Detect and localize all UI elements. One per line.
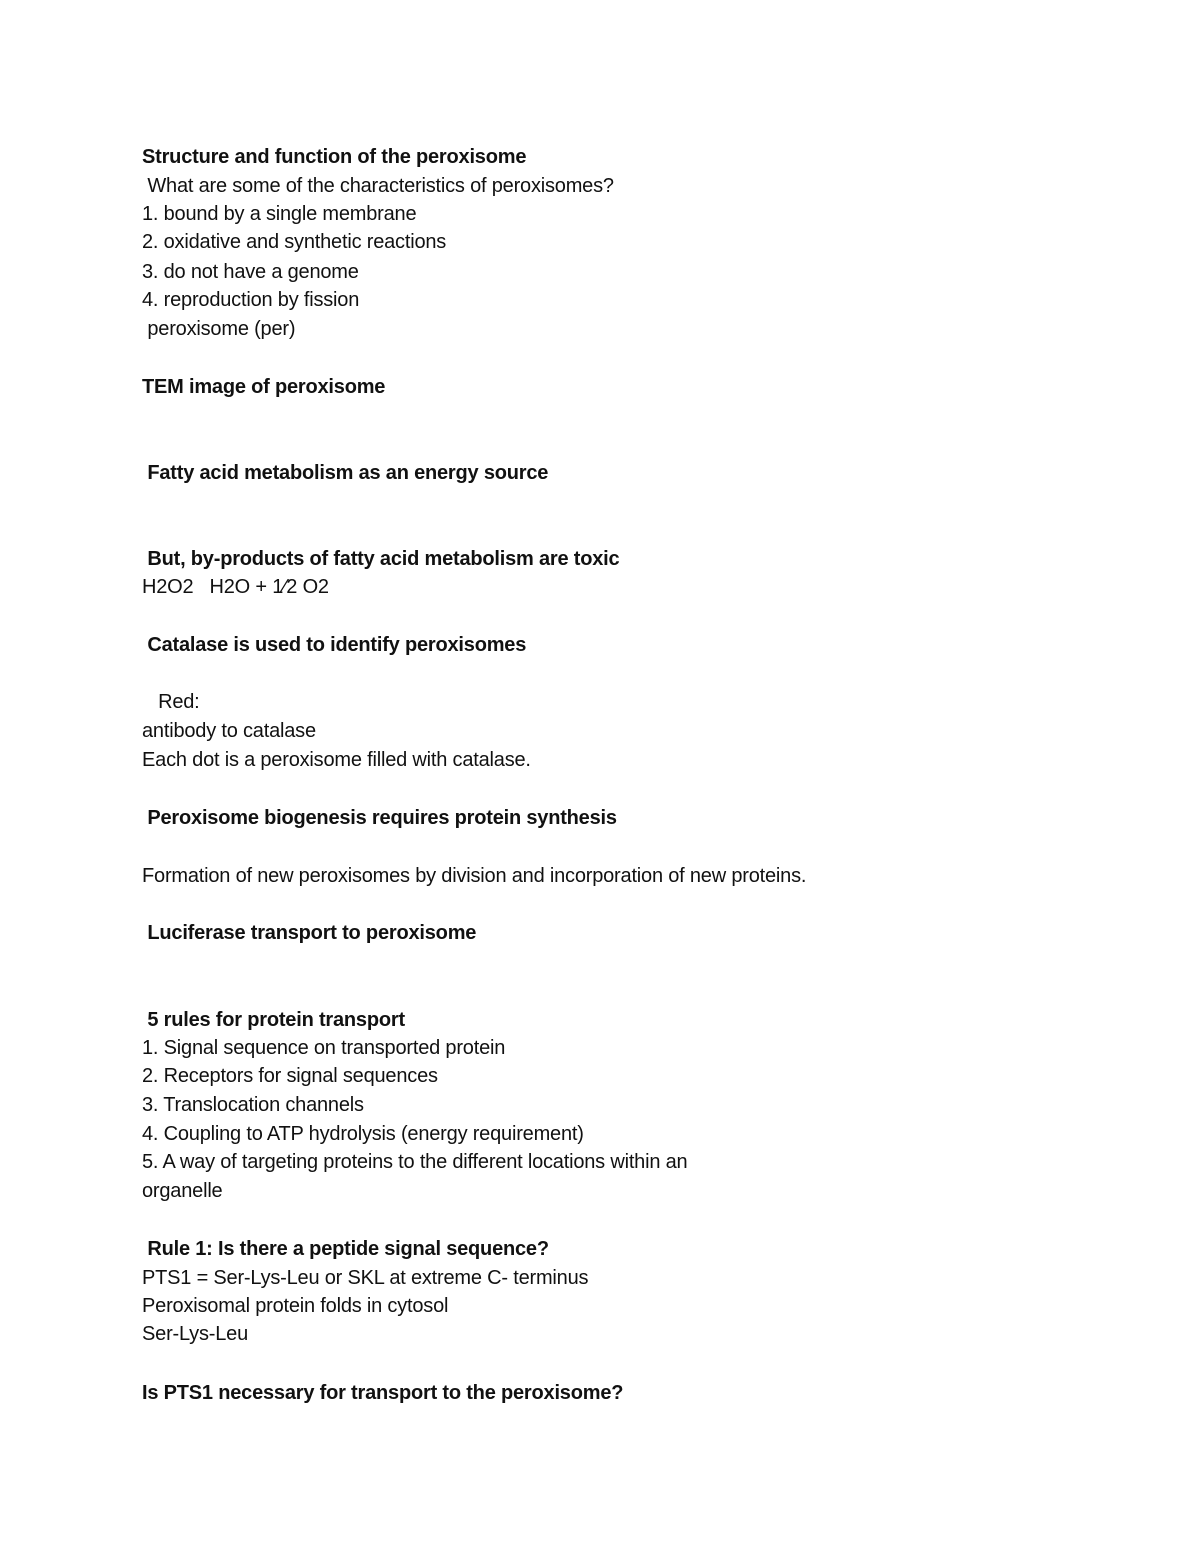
rule1-line: Ser-Lys-Leu	[142, 1323, 248, 1345]
section-heading-pts1: Is PTS1 necessary for transport to the peroxisome?	[142, 1382, 624, 1404]
red-label: Red:	[142, 691, 200, 713]
section-heading-luciferase: Luciferase transport to peroxisome	[142, 922, 477, 944]
section-heading-fatty-acid: Fatty acid metabolism as an energy source	[142, 462, 549, 484]
list-item: 4. reproduction by fission	[142, 289, 360, 311]
question-text: What are some of the characteristics of peroxisomes?	[142, 175, 614, 197]
section-heading-rules: 5 rules for protein transport	[142, 1009, 405, 1031]
list-item: organelle	[142, 1180, 223, 1202]
rule1-line: PTS1 = Ser-Lys-Leu or SKL at extreme C- terminus	[142, 1267, 589, 1289]
section-heading-rule1: Rule 1: Is there a peptide signal sequence?	[142, 1238, 549, 1260]
list-item: 3. do not have a genome	[142, 261, 359, 283]
list-item: 5. A way of targeting proteins to the different locations within an	[142, 1151, 688, 1173]
section-heading-biogenesis: Peroxisome biogenesis requires protein synthesis	[142, 807, 617, 829]
list-item: 3. Translocation channels	[142, 1094, 364, 1116]
dot-note-text: Each dot is a peroxisome filled with catalase.	[142, 749, 531, 771]
list-item: 1. Signal sequence on transported protein	[142, 1037, 506, 1059]
section-heading-structure: Structure and function of the peroxisome	[142, 146, 527, 168]
section-heading-catalase: Catalase is used to identify peroxisomes	[142, 634, 527, 656]
section-heading-tem: TEM image of peroxisome	[142, 376, 386, 398]
rule1-line: Peroxisomal protein folds in cytosol	[142, 1295, 449, 1317]
list-item: 1. bound by a single membrane	[142, 203, 417, 225]
antibody-text: antibody to catalase	[142, 720, 316, 742]
section-heading-byproducts: But, by-products of fatty acid metabolism are toxic	[142, 548, 620, 570]
list-item: 4. Coupling to ATP hydrolysis (energy requirement)	[142, 1123, 584, 1145]
equation-text: H2O2 H2O + 1⁄2 O2	[142, 576, 329, 598]
caption-text: peroxisome (per)	[142, 318, 296, 340]
list-item: 2. oxidative and synthetic reactions	[142, 231, 447, 253]
list-item: 2. Receptors for signal sequences	[142, 1065, 438, 1087]
biogenesis-text: Formation of new peroxisomes by division and incorporation of new proteins.	[142, 865, 807, 887]
